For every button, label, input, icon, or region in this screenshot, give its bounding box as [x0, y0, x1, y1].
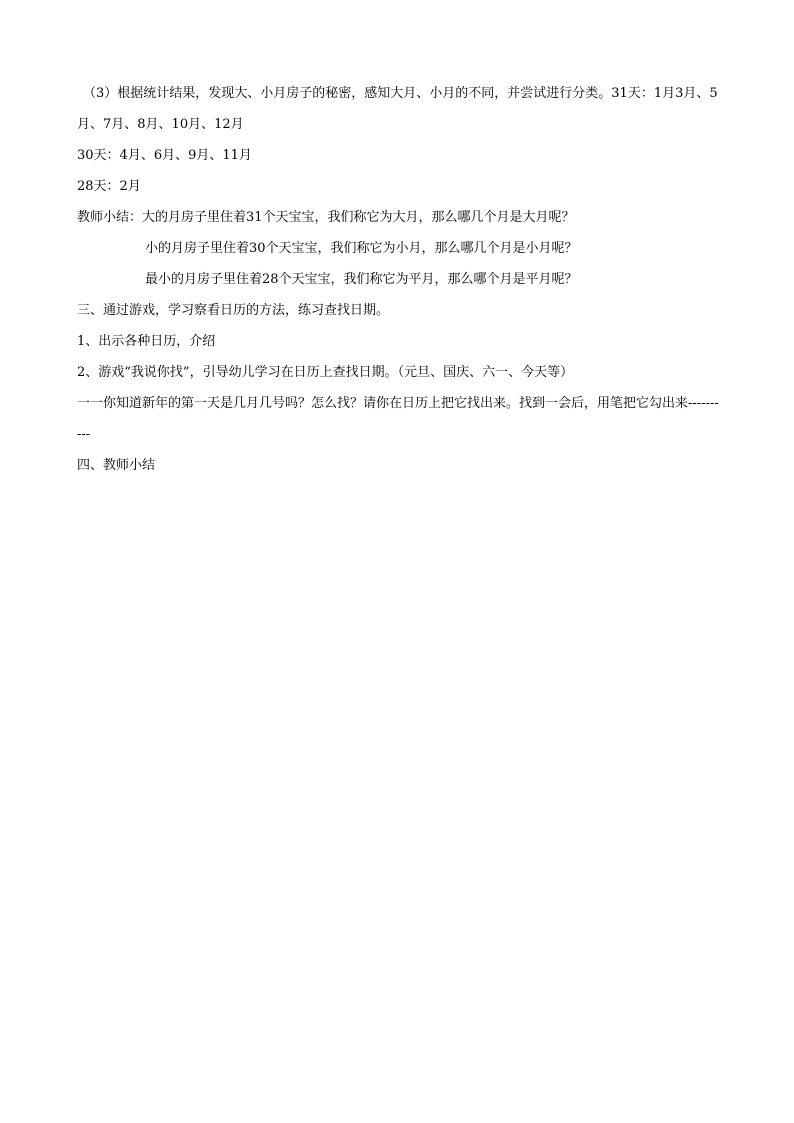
step-one: 1、出示各种日历，介绍 — [77, 334, 216, 349]
paragraph-30-days: 30天：4月、6月、9月、11月 — [77, 148, 252, 163]
question-paragraph: 一一你知道新年的第一天是几月几号吗？怎么找？请你在日历上把它找出来。找到一会后，用笔把它勾出来---------- — [77, 396, 719, 442]
paragraph-classification: （3）根据统计结果，发现大、小月房子的秘密，感知大月、小月的不同，并尝试进行分类。31天：1月3月、5月、7月、8月、10月、12月 — [77, 86, 718, 132]
paragraph-28-days: 28天：2月 — [77, 179, 141, 194]
section-heading-three: 三、通过游戏，学习察看日历的方法，练习查找日期。 — [77, 303, 390, 318]
section-heading-four: 四、教师小结 — [77, 458, 156, 473]
teacher-summary-big-month: 教师小结：大的月房子里住着31个天宝宝，我们称它为大月，那么哪几个月是大月呢？ — [77, 210, 575, 225]
step-two: 2、游戏“我说你找”，引导幼儿学习在日历上查找日期。（元旦、国庆、六一、今天等） — [77, 365, 574, 380]
teacher-summary-small-month: 小的月房子里住着30个天宝宝，我们称它为小月，那么哪几个月是小月呢？ — [145, 241, 578, 256]
document-body — [77, 78, 722, 481]
teacher-summary-flat-month: 最小的月房子里住着28个天宝宝，我们称它为平月，那么哪个月是平月呢？ — [145, 272, 578, 287]
